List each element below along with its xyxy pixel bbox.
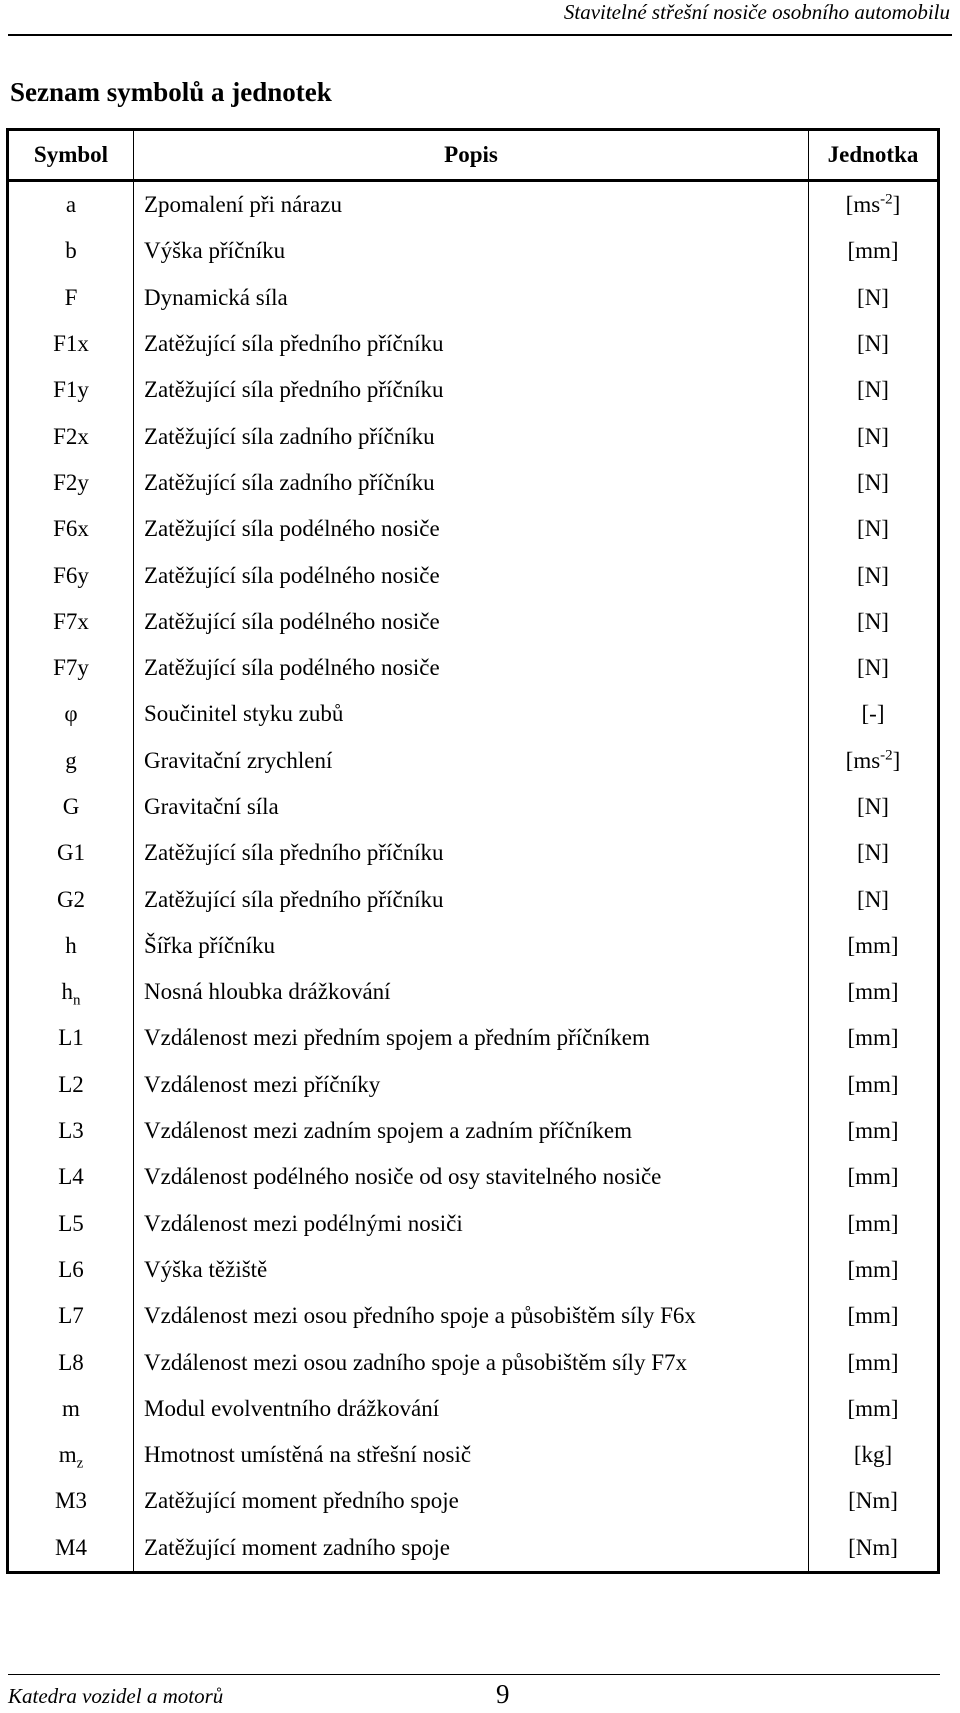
unit-cell <box>809 645 939 691</box>
symbol-text: L7 <box>58 1303 84 1329</box>
unit-text: [mm] <box>847 1303 899 1329</box>
symbol-cell <box>8 552 134 598</box>
unit-cell <box>809 1201 939 1247</box>
symbol-cell <box>8 228 134 274</box>
unit-text: [mm] <box>847 1164 899 1190</box>
symbol-text: L5 <box>58 1210 84 1236</box>
unit-cell <box>809 1525 939 1573</box>
table-row <box>8 1015 939 1061</box>
unit-text: [N] <box>857 469 889 495</box>
unit-text: [N] <box>857 562 889 588</box>
description-cell: Zatěžující síla předního příčníku <box>134 876 809 922</box>
symbol-cell <box>8 599 134 645</box>
unit-text: [mm] <box>847 1349 899 1375</box>
unit-text: [N] <box>857 886 889 912</box>
symbols-table <box>6 128 940 1574</box>
symbol-text: h <box>61 979 73 1005</box>
unit-cell <box>809 1015 939 1061</box>
table-row <box>8 460 939 506</box>
unit-cell <box>809 552 939 598</box>
unit-text: [mm] <box>847 1071 899 1097</box>
symbol-text: F7x <box>53 608 89 634</box>
symbol-cell <box>8 1386 134 1432</box>
table-row <box>8 738 939 784</box>
section-title: Seznam symbolů a jednotek <box>10 77 332 107</box>
description-cell: Vzdálenost podélného nosiče od osy stavitelného nosiče <box>134 1154 809 1200</box>
description-cell: Výška těžiště <box>134 1247 809 1293</box>
unit-cell <box>809 228 939 274</box>
symbol-cell <box>8 738 134 784</box>
symbol-text: F6x <box>53 516 89 542</box>
description-cell: Modul evolventního drážkování <box>134 1386 809 1432</box>
unit-cell <box>809 876 939 922</box>
table-row <box>8 506 939 552</box>
symbol-cell <box>8 691 134 737</box>
description-cell: Součinitel styku zubů <box>134 691 809 737</box>
symbol-cell <box>8 275 134 321</box>
table-row <box>8 1154 939 1200</box>
unit-cell <box>809 1293 939 1339</box>
symbol-cell <box>8 181 134 229</box>
table-row <box>8 1478 939 1524</box>
symbol-text: G1 <box>56 840 86 866</box>
description-cell: Zatěžující síla předního příčníku <box>134 367 809 413</box>
table-row <box>8 876 939 922</box>
header-unit: Jednotka <box>809 130 939 181</box>
unit-text: [mm] <box>847 1256 899 1282</box>
table-header-row <box>8 130 939 181</box>
description-cell: Vzdálenost mezi zadním spojem a zadním příčníkem <box>134 1108 809 1154</box>
symbol-cell <box>8 1108 134 1154</box>
symbol-cell <box>8 1478 134 1524</box>
unit-text: [N] <box>857 377 889 403</box>
table-row <box>8 599 939 645</box>
unit-text: [mm] <box>847 1210 899 1236</box>
description-cell: Zatěžující síla předního příčníku <box>134 830 809 876</box>
description-cell: Zatěžující síla předního příčníku <box>134 321 809 367</box>
unit-text: [ms <box>845 747 881 773</box>
unit-text: [-] <box>861 701 885 727</box>
unit-cell <box>809 460 939 506</box>
description-cell: Hmotnost umístěná na střešní nosič <box>134 1432 809 1478</box>
description-cell: Zatěžující moment zadního spoje <box>134 1525 809 1573</box>
unit-cell <box>809 1339 939 1385</box>
symbol-text: F <box>64 284 78 310</box>
description-cell: Vzdálenost mezi podélnými nosiči <box>134 1201 809 1247</box>
running-header: Stavitelné střešní nosiče osobního automobilu <box>563 0 950 24</box>
symbol-text: h <box>65 932 77 958</box>
symbol-text: F2y <box>53 469 89 495</box>
description-cell: Vzdálenost mezi osou zadního spoje a působištěm síly F7x <box>134 1339 809 1385</box>
table-row <box>8 830 939 876</box>
unit-cell <box>809 1154 939 1200</box>
symbol-cell <box>8 1525 134 1573</box>
symbol-cell <box>8 1247 134 1293</box>
table-body <box>8 181 939 1573</box>
description-cell: Vzdálenost mezi příčníky <box>134 1062 809 1108</box>
description-cell: Vzdálenost mezi osou předního spoje a působištěm síly F6x <box>134 1293 809 1339</box>
footer-department: Katedra vozidel a motorů <box>8 1684 224 1708</box>
unit-text: [mm] <box>847 1395 899 1421</box>
description-cell: Výška příčníku <box>134 228 809 274</box>
symbol-text: m <box>62 1395 80 1421</box>
symbol-text: M3 <box>55 1488 87 1514</box>
description-cell: Šířka příčníku <box>134 923 809 969</box>
description-cell: Zatěžující síla podélného nosiče <box>134 506 809 552</box>
symbol-text: M4 <box>55 1534 87 1560</box>
table-row <box>8 228 939 274</box>
table-row <box>8 552 939 598</box>
table-row <box>8 181 939 229</box>
unit-cell <box>809 969 939 1015</box>
symbol-text: a <box>65 192 77 218</box>
unit-cell <box>809 599 939 645</box>
unit-text: [mm] <box>847 1025 899 1051</box>
header-symbol: Symbol <box>8 130 134 181</box>
unit-bracket: ] <box>892 747 901 773</box>
unit-superscript: -2 <box>880 747 893 764</box>
unit-cell <box>809 413 939 459</box>
unit-cell <box>809 1108 939 1154</box>
table-row <box>8 1386 939 1432</box>
unit-cell <box>809 321 939 367</box>
symbol-cell <box>8 876 134 922</box>
unit-text: [Nm] <box>848 1534 898 1560</box>
description-cell: Nosná hloubka drážkování <box>134 969 809 1015</box>
unit-cell <box>809 691 939 737</box>
symbol-cell <box>8 969 134 1015</box>
symbol-text: L6 <box>58 1256 84 1282</box>
description-cell: Zatěžující síla podélného nosiče <box>134 552 809 598</box>
table-row <box>8 275 939 321</box>
description-cell: Gravitační zrychlení <box>134 738 809 784</box>
description-cell: Zatěžující síla podélného nosiče <box>134 645 809 691</box>
header-divider <box>8 34 952 36</box>
symbol-text: b <box>65 238 77 264</box>
unit-cell <box>809 275 939 321</box>
description-cell: Zpomalení při nárazu <box>134 181 809 229</box>
symbol-cell <box>8 1339 134 1385</box>
symbol-text: F1y <box>53 377 89 403</box>
page-number: 9 <box>496 1679 510 1709</box>
symbol-cell <box>8 1015 134 1061</box>
unit-cell <box>809 506 939 552</box>
table-row <box>8 367 939 413</box>
symbol-cell <box>8 1201 134 1247</box>
symbol-text: F2x <box>53 423 89 449</box>
symbol-text: L1 <box>58 1025 84 1051</box>
unit-bracket: ] <box>892 192 901 218</box>
symbol-text: L8 <box>58 1349 84 1375</box>
unit-cell <box>809 181 939 229</box>
unit-cell <box>809 738 939 784</box>
symbol-text: F1x <box>53 331 89 357</box>
unit-text: [mm] <box>847 238 899 264</box>
unit-text: [N] <box>857 840 889 866</box>
unit-cell <box>809 367 939 413</box>
unit-cell <box>809 923 939 969</box>
footer-divider <box>8 1674 940 1675</box>
symbol-cell <box>8 1062 134 1108</box>
symbol-cell <box>8 923 134 969</box>
symbol-cell <box>8 506 134 552</box>
symbol-subscript: n <box>73 992 81 1009</box>
table-row <box>8 645 939 691</box>
unit-text: [N] <box>857 794 889 819</box>
unit-text: [N] <box>857 516 889 542</box>
unit-text: [N] <box>857 284 889 310</box>
description-cell: Dynamická síla <box>134 275 809 321</box>
unit-cell <box>809 1247 939 1293</box>
symbol-text: L2 <box>58 1071 84 1097</box>
table-row <box>8 1201 939 1247</box>
symbol-text: G <box>62 794 80 819</box>
table-row <box>8 1062 939 1108</box>
table-row <box>8 784 939 830</box>
unit-superscript: -2 <box>880 191 893 208</box>
symbol-cell <box>8 1154 134 1200</box>
table-row <box>8 969 939 1015</box>
description-cell: Zatěžující síla zadního příčníku <box>134 460 809 506</box>
description-cell: Zatěžující síla zadního příčníku <box>134 413 809 459</box>
symbol-cell <box>8 645 134 691</box>
table-row <box>8 923 939 969</box>
table-row <box>8 1293 939 1339</box>
unit-text: [kg] <box>853 1442 893 1468</box>
unit-cell <box>809 784 939 830</box>
table-row <box>8 691 939 737</box>
unit-text: [N] <box>857 423 889 449</box>
description-cell: Vzdálenost mezi předním spojem a předním příčníkem <box>134 1015 809 1061</box>
description-cell: Gravitační síla <box>134 784 809 830</box>
symbol-cell <box>8 367 134 413</box>
symbol-cell <box>8 460 134 506</box>
unit-text: [N] <box>857 608 889 634</box>
symbol-subscript: z <box>76 1455 84 1472</box>
header-description: Popis <box>134 130 809 181</box>
symbol-text: G2 <box>56 886 86 912</box>
table-row <box>8 1339 939 1385</box>
symbol-cell <box>8 1293 134 1339</box>
symbol-text: g <box>65 747 77 773</box>
unit-cell <box>809 830 939 876</box>
symbol-cell <box>8 321 134 367</box>
unit-text: [N] <box>857 331 889 357</box>
symbol-cell <box>8 413 134 459</box>
symbol-text: m <box>58 1442 77 1468</box>
symbol-text: F6y <box>53 562 89 588</box>
unit-cell <box>809 1432 939 1478</box>
table-row <box>8 1525 939 1573</box>
table-row <box>8 321 939 367</box>
unit-text: [mm] <box>847 979 899 1005</box>
table-row <box>8 413 939 459</box>
description-cell: Zatěžující síla podélného nosiče <box>134 599 809 645</box>
symbol-text: φ <box>64 701 78 727</box>
table-row <box>8 1108 939 1154</box>
symbol-text: F7y <box>53 655 89 681</box>
symbol-text: L3 <box>58 1118 84 1144</box>
symbol-cell <box>8 1432 134 1478</box>
unit-text: [ms <box>845 192 881 218</box>
symbol-text: L4 <box>58 1164 84 1190</box>
unit-text: [N] <box>857 655 889 681</box>
symbol-cell <box>8 830 134 876</box>
unit-cell <box>809 1386 939 1432</box>
unit-cell <box>809 1478 939 1524</box>
unit-cell <box>809 1062 939 1108</box>
symbol-cell <box>8 784 134 830</box>
unit-text: [mm] <box>847 932 899 958</box>
unit-text: [mm] <box>847 1118 899 1144</box>
table-row <box>8 1247 939 1293</box>
unit-text: [Nm] <box>848 1488 898 1514</box>
table-row <box>8 1432 939 1478</box>
description-cell: Zatěžující moment předního spoje <box>134 1478 809 1524</box>
